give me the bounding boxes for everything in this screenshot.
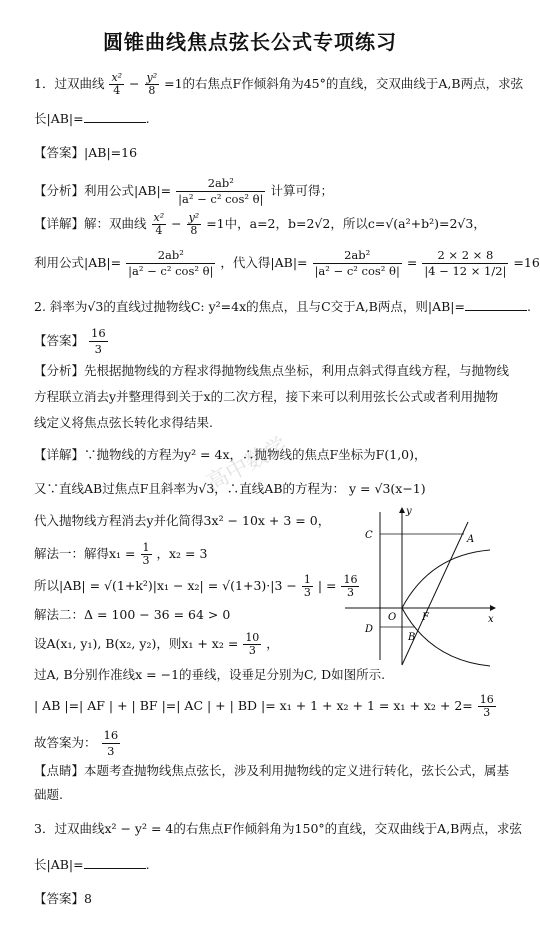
frac-den: |a² − c² cos² θ| [128,264,214,278]
frac-den: 3 [94,342,102,356]
frac-num: y² [188,211,200,224]
q2-detail-3: 代入抛物线方程消去y并化简得3x² − 10x + 3 = 0， [34,513,331,528]
q2-through-line: 过A, B分别作准线x = −1的垂线，设垂足分别为C, D如图所示. [34,667,386,682]
use-result: =16 [513,255,540,270]
formula-fraction [126,248,215,279]
analysis-tag: 【分析】 [34,183,85,198]
question-1-line-2: 长|AB|= . [34,111,150,126]
q1-rest: =1的右焦点F作倾斜角为45°的直线，交双曲线于A,B两点，求弦 [164,76,524,91]
q2-text: 2. 斜率为√3的直线过抛物线C: y²=4x的焦点，且与C交于A,B两点，则|AB|= [34,299,465,314]
frac-num: 1 [142,541,150,554]
formula-den: |a² − c² cos² θ| [178,192,264,206]
sol-fraction [141,542,152,567]
frac-den: 3 [303,586,311,599]
page-title: 圆锥曲线焦点弦长公式专项练习 [103,30,397,54]
answer-blank [84,856,146,869]
q2-so-line [34,574,360,599]
watermark: 高中数学 [202,433,292,497]
set-text-2: ， [266,636,279,651]
q2-solution-1 [34,542,207,567]
analysis-text: 利用公式|AB|= [84,183,172,198]
q1-line2-text: 长|AB|= [34,111,84,126]
final-fraction [102,728,121,759]
use-text-2: ，代入得|AB|= [220,255,308,270]
use-text: 利用公式|AB|= [34,255,122,270]
label-o: O [388,612,397,623]
detail-text: ∵抛物线的方程为y² = 4x，∴抛物线的焦点F坐标为F(1,0)， [84,447,427,462]
q3-line2-text: 长|AB|= [34,857,84,872]
answer-blank [465,298,527,311]
frac-num: 2ab² [313,248,402,264]
formula-fraction-2 [313,248,402,279]
answer-blank [84,110,146,123]
answer-value: 8 [84,891,92,906]
q2-detail-2: 又∵直线AB过焦点F且斜率为√3，∴直线AB的方程为： y = √3(x−1) [34,481,426,496]
label-b: B [408,632,416,643]
answer-tag: 【答案】 [34,145,85,160]
frac-den: |a² − c² cos² θ| [314,264,400,278]
so-text-2: | = [317,578,337,593]
q1-lead: 1．过双曲线 [34,76,105,91]
q2-final-answer [34,728,121,759]
q1-answer [34,144,137,162]
q1-detail-fraction-x [152,212,167,237]
q2-comment-1 [34,762,509,780]
label-x: x [488,614,494,625]
q3-answer [34,890,92,908]
set-fraction [243,632,261,657]
frac-den: 4 [155,224,163,237]
comment-text: 本题考查抛物线焦点弦长，涉及利用抛物线的定义进行转化，弦长公式，属基 [84,763,510,778]
frac-num: 2 × 2 × 8 [422,248,508,264]
frac-num: 16 [479,693,494,706]
q1-frac-num: x² [111,71,123,84]
q2-solution-2: 解法二：Δ = 100 − 36 = 64 > 0 [34,607,231,622]
sum-text: | AB |=| AF | + | BF |=| AC | + | BD |= x₁ + 1 + x₂ + 1 = x₁ + x₂ + 2= [34,698,473,713]
q1-fraction-y [145,72,160,97]
detail-text: 解：双曲线 [84,216,147,231]
frac-num: 16 [91,326,106,340]
so-fraction [302,574,313,599]
analysis-tag: 【分析】 [34,363,85,378]
q1-analysis [34,176,333,207]
frac-den: 3 [483,706,491,719]
frac-num: 2ab² [126,248,215,264]
label-y: y [406,506,412,517]
frac-num: 10 [245,631,260,644]
frac-den: 3 [248,644,256,657]
frac-num: 1 [303,573,311,586]
label-c: C [365,530,373,541]
q2-sum-line [34,694,497,719]
q1-minus: − [129,76,140,91]
label-d: D [365,624,374,635]
question-2-line-1: 2. 斜率为√3的直线过抛物线C: y²=4x的焦点，且与C交于A,B两点，则|AB|= . [34,299,531,314]
detail-text-2: =1中，a=2，b=2√2，所以c=√(a²+b²)=2√3， [206,216,486,231]
q1-fraction-x [109,72,124,97]
question-3-line-2: 长|AB|= . [34,857,150,872]
frac-den: |4 − 12 × 1/2| [424,264,507,278]
detail-tag: 【详解】 [34,216,85,231]
frac-num: 16 [343,573,358,586]
parabola-figure [340,500,500,670]
q1-frac-den: 4 [113,84,121,97]
formula-fraction [176,176,265,207]
answer-tag: 【答案】 [34,891,85,906]
label-f: F [422,612,429,623]
equals: = [406,255,418,270]
analysis-text-2: 计算可得； [270,183,333,198]
q1-detail [34,212,486,237]
q2-analysis-1 [34,362,509,380]
formula-fraction-3 [422,248,508,279]
q2-analysis-2: 方程联立消去y并整理得到关于x的二次方程，接下来可以利用弦长公式或者利用抛物 [34,389,499,404]
frac-den: 3 [107,744,115,758]
minus: − [171,216,182,231]
set-text: 设A(x₁, y₁), B(x₂, y₂)，则x₁ + x₂ = [34,636,239,651]
q2-set-line [34,632,279,657]
analysis-text: 先根据抛物线的方程求得抛物线焦点坐标，利用点斜式得直线方程，与抛物线 [84,363,510,378]
q2-analysis-3: 线定义将焦点弦长转化求得结果. [34,415,213,430]
frac-num: x² [153,211,165,224]
chord-line [402,522,468,665]
q1-frac-den2: 8 [148,84,156,97]
frac-den: 3 [346,586,354,599]
q1-frac-num2: y² [146,71,158,84]
answer-fraction [89,326,108,357]
question-1-line-1 [34,72,523,97]
frac-num: 16 [103,728,119,742]
sum-fraction [478,694,496,719]
q2-answer [34,326,109,357]
frac-den: 3 [142,554,150,567]
so-text: 所以|AB| = √(1+k²)|x₁ − x₂| = √(1+3)·|3 − [34,578,297,593]
sol-text-2: ，x₂ = 3 [156,546,208,561]
question-3-line-1: 3．过双曲线x² − y² = 4的右焦点F作倾斜角为150°的直线，交双曲线于A,B两点，求弦 [34,821,522,836]
sol-text: 解法一：解得x₁ = [34,546,136,561]
comment-tag: 【点睛】 [34,763,85,778]
q1-use-formula [34,248,540,279]
formula-num: 2ab² [176,176,265,192]
final-text: 故答案为： [34,735,97,750]
answer-tag: 【答案】 [34,333,85,348]
q2-comment-2: 础题. [34,787,63,802]
detail-tag: 【详解】 [34,447,85,462]
q1-detail-fraction-y [187,212,202,237]
frac-den: 8 [190,224,198,237]
answer-value: |AB|=16 [84,145,138,160]
label-a: A [467,534,475,545]
